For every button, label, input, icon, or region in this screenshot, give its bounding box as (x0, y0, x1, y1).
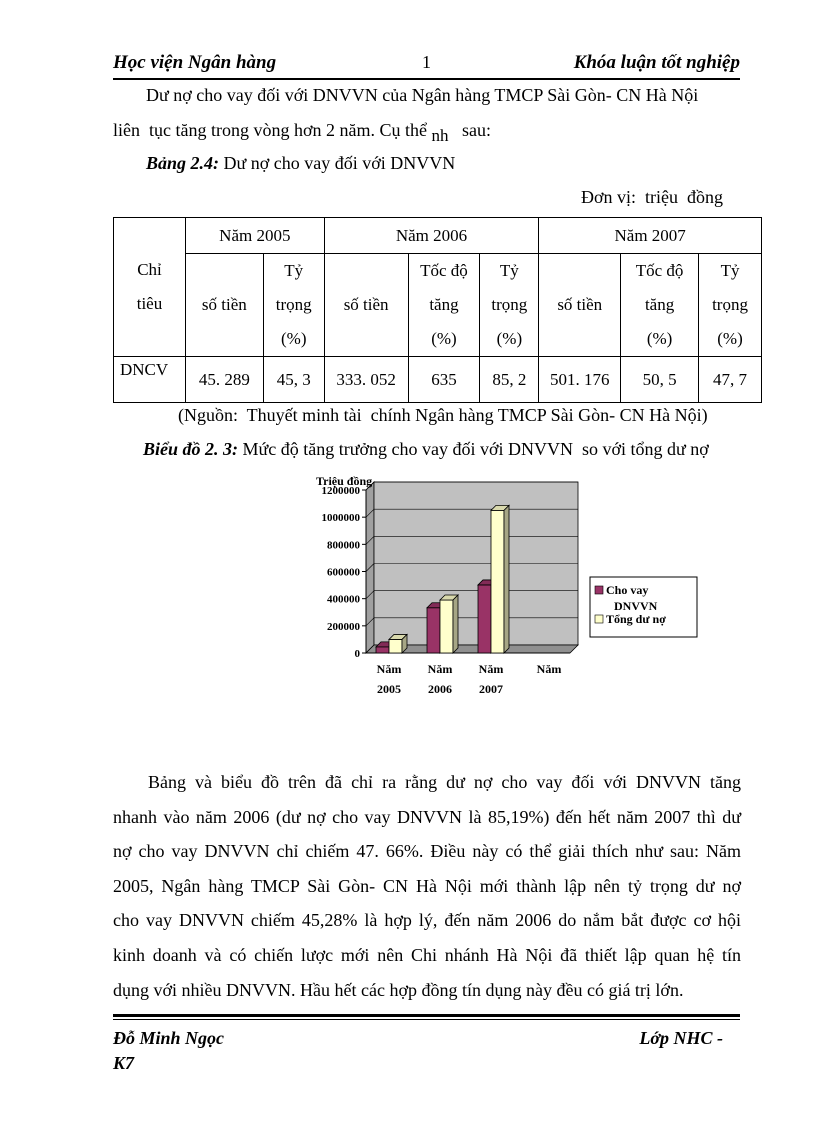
chart-x-tick-label: 2006 (428, 682, 452, 696)
paragraph-line: dụng với nhiều DNVVN. Hầu hết các hợp đồng tín dụng này đều có giá trị lớn. (113, 979, 684, 1000)
table-caption (146, 153, 455, 174)
table-data-row (114, 357, 762, 403)
col-amount-2007: số tiền (539, 254, 621, 357)
chart-y-label: Triệu đồng (316, 474, 373, 488)
row-header-cell (114, 218, 186, 357)
analysis-paragraph (113, 765, 741, 1007)
header-institution: Học viện Ngân hàng (113, 52, 277, 73)
paragraph-line: kinh doanh và có chiến lược mới nên Chi nhánh Hà Nội đã thiết lập quan hệ tín (113, 944, 741, 965)
chart-caption-text: Mức độ tăng trưởng cho vay đối với DNVVN so với tổng dư nợ (238, 439, 709, 459)
value-cell: 635 (408, 357, 480, 403)
paragraph-line: cho vay DNVVN chiếm 45,28% là hợp lý, đến năm 2006 do nắm bắt được cơ hội (113, 910, 741, 931)
col-growth-line2: tăng (429, 295, 459, 314)
bar-front (376, 647, 389, 653)
chart-y-tick-label: 200000 (327, 620, 360, 633)
footer-class: Lớp NHC - (639, 1028, 723, 1048)
chart-x-tick-label: Năm (478, 662, 504, 676)
bar-front (440, 600, 453, 653)
value-cell: 501. 176 (539, 357, 621, 403)
value-cell: 45. 289 (185, 357, 263, 403)
footer-rule-thin (113, 1019, 740, 1020)
intro-line-2-sub: nh (431, 126, 449, 145)
col-growth-line2: tăng (644, 295, 675, 314)
chart-y-tick-label: 600000 (327, 566, 360, 579)
value-cell: 45, 3 (263, 357, 324, 403)
col-amount-2006: số tiền (324, 254, 408, 357)
intro-line-2 (113, 120, 491, 145)
row-label: DNCV (114, 357, 186, 403)
col-growth-line3: (%) (646, 329, 673, 348)
bar-front (478, 585, 491, 653)
col-growth-line1: Tốc độ (635, 261, 684, 280)
value-cell: 333. 052 (324, 357, 408, 403)
year-2005-header: Năm 2005 (185, 218, 324, 254)
chart-y-tick-label: 400000 (327, 593, 360, 606)
chart-y-tick-label: 1200000 (321, 485, 360, 497)
col-growth-2007 (621, 254, 699, 357)
col-share-2005 (263, 254, 324, 357)
col-amount-2005: số tiền (185, 254, 263, 357)
col-share-line2: trọng (275, 295, 312, 314)
intro-line-1: Dư nợ cho vay đối với DNVVN của Ngân hàng TMCP Sài Gòn- CN Hà Nội (146, 85, 699, 105)
paragraph-line: Bảng và biểu đồ trên đã chỉ ra rằng dư nợ cho vay đối với DNVVN tăng (148, 772, 741, 792)
header-rule (113, 78, 740, 80)
col-share-2006 (480, 254, 539, 357)
year-2007-header: Năm 2007 (539, 218, 762, 254)
chart-caption (143, 439, 709, 460)
loan-table (113, 217, 762, 403)
header-thesis-title: Khóa luận tốt nghiệp (573, 52, 740, 73)
bar-side (504, 505, 509, 653)
chart-x-tick-label: 2005 (377, 682, 401, 696)
table-subheader-row (114, 254, 762, 357)
bar-side (453, 595, 458, 653)
footer-author: Đỗ Minh Ngọc (113, 1028, 225, 1048)
col-growth-2006 (408, 254, 480, 357)
bar-front (427, 608, 440, 653)
chart-x-tick-label: Năm (376, 662, 402, 676)
col-share-line1: Tỷ (499, 261, 519, 280)
year-2006-header: Năm 2006 (324, 218, 539, 254)
legend-label-loan-2: DNVVN (614, 599, 658, 613)
footer-rule-thick (113, 1014, 740, 1017)
footer-course: K7 (113, 1053, 135, 1073)
legend-swatch-total (595, 615, 603, 623)
bar-front (389, 639, 402, 653)
chart-x-label: Năm (536, 662, 562, 676)
col-share-line3: (%) (717, 329, 743, 348)
intro-line-2-text: liên tục tăng trong vòng hơn 2 năm. Cụ thể (113, 120, 427, 140)
paragraph-line: nợ cho vay DNVVN chỉ chiếm 47. 66%. Điều này có thể giải thích như sau: Năm (113, 841, 741, 862)
paragraph-line: 2005, Ngân hàng TMCP Sài Gòn- CN Hà Nội mới thành lập nên tỷ trọng dư nợ (113, 875, 741, 896)
table-caption-label: Bảng 2.4: (146, 153, 220, 173)
row-header-bottom: tiêu (136, 294, 163, 313)
loan-growth-chart (300, 470, 720, 710)
col-share-line2: trọng (491, 295, 528, 314)
table-source: (Nguồn: Thuyết minh tài chính Ngân hàng TMCP Sài Gòn- CN Hà Nội) (178, 405, 708, 425)
legend-label-total: Tổng dư nợ (606, 612, 666, 626)
chart-y-tick-label: 800000 (327, 539, 360, 552)
value-cell: 47, 7 (699, 357, 762, 403)
row-header-top: Chỉ (137, 260, 162, 279)
value-cell: 85, 2 (480, 357, 539, 403)
legend-label-loan: Cho vay (606, 583, 649, 597)
page-number: 1 (422, 52, 431, 72)
chart-x-tick-label: 2007 (479, 682, 503, 696)
paragraph-line: nhanh vào năm 2006 (dư nợ cho vay DNVVN là 85,19%) đến hết năm 2007 thì dư (113, 806, 741, 827)
chart-x-tick-label: Năm (427, 662, 453, 676)
bar-front (491, 510, 504, 653)
col-growth-line1: Tốc độ (420, 261, 468, 280)
intro-line-2-end: sau: (461, 120, 491, 140)
col-share-2007 (699, 254, 762, 357)
col-share-line3: (%) (496, 329, 523, 348)
col-share-line1: Tỷ (284, 261, 304, 280)
table-caption-text: Dư nợ cho vay đối với DNVVN (219, 153, 456, 173)
col-share-line3: (%) (281, 329, 307, 348)
col-growth-line3: (%) (431, 329, 457, 348)
col-share-line2: trọng (712, 295, 748, 314)
legend-swatch-loan (595, 586, 603, 594)
table-year-row (114, 218, 762, 254)
chart-y-tick-label: 0 (354, 648, 360, 660)
unit-note: Đơn vị: triệu đồng (580, 187, 723, 207)
col-share-line1: Tỷ (720, 261, 740, 280)
value-cell: 50, 5 (621, 357, 699, 403)
chart-caption-label: Biểu đồ 2. 3: (143, 439, 239, 459)
chart-y-tick-label: 1000000 (321, 512, 360, 525)
